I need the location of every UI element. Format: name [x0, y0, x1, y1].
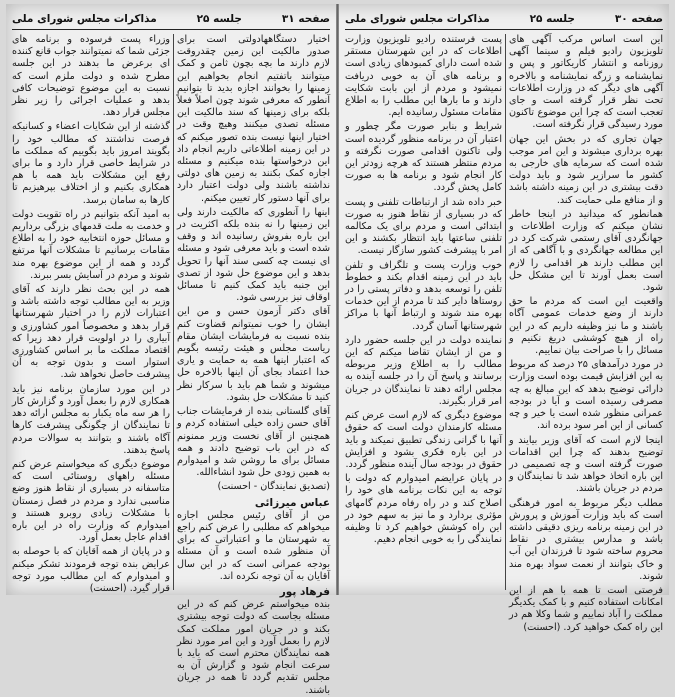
left-header-rule — [12, 29, 330, 30]
text-paragraph: و در پایان از همه آقایان که با حوصله به عرایض بنده توجه فرمودند تشکر میکنم و امیدوارم که این مطالب مورد توجه قرار گیرد. (احسنت) — [12, 546, 170, 594]
text-paragraph: همه در این بحث نظر دارند که آقای وزیر به این مطالب توجه داشته باشد و اعتبارات لازم را در اختیار شهرستانها قرار بدهد و مخصوصاً امور کشاورزی و آبیاری را در اولویت قرار دهد زیرا که اقتصاد مملکت ما بر اساس کشاورزی استوار است و بدون توجه به آن پیشرفت حاصل نخواهد شد. — [12, 284, 170, 381]
left-page-column-right — [177, 34, 330, 696]
text-paragraph: در پایان عرایضم امیدوارم که دولت با توجه به این نکات برنامه های خود را اصلاح کند و در راه رفاه مردم گامهای مؤثری بردارد و ما نیز به سهم خود در این راه کوشش خواهیم کرد تا وظیفه نمایندگی را به خوبی انجام دهیم. — [345, 473, 502, 546]
text-paragraph: مطلب دیگر مربوط به امور فرهنگی است که باید وزارت آموزش و پرورش در این زمینه برنامه ریزی دقیقی داشته باشد و مدارس بیشتری در نقاط محروم ساخته شود تا فرزندان این آب و خاک بتوانند از نعمت سواد بهره مند شوند. — [509, 497, 663, 582]
text-paragraph: واقعیت این است که مردم ما حق دارند از وضع خدمات عمومی آگاه باشند و ما نیز وظیفه داریم که در این راه از هیچ کوششی دریغ نکنیم و مسائل را با صراحت بیان نماییم. — [509, 296, 663, 357]
text-paragraph: نماینده دولت در این جلسه حضور دارد و من از ایشان تقاضا میکنم که این مطالب را به اطلاع وزیر مربوطه برسانند و پاسخ آن را در جلسه آینده به مجلس ارائه دهند تا نمایندگان در جریان امر قرار بگیرند. — [345, 334, 502, 407]
left-page-number: صفحه ۳۱ — [281, 13, 330, 25]
text-paragraph: جهان تجاری که در بخش این جهان بهره بردارى میشوند و این امر موجب شده است که سرمایه های خارجی به کشور ما سرازیر شود و باید دولت دقت بیشتری در این زمینه داشته باشد و از منافع ملی حمایت کند. — [509, 133, 663, 206]
text-paragraph: وزراء پست فرسوده و برنامه های جزئی شما که نمیتوانند جواب قانع کننده ای برعرض ما بدهند در این جلسه مطرح شده و دولت ملزم است که نسبت به این موضوع توضیحات کافی بدهد و عملیات اجرائی را زیر نظر مجلس قرار دهد. — [12, 34, 170, 119]
text-paragraph: اینجا لازم است که آقای وزیر بیایند و توضیح بدهند که چرا این اقدامات صورت گرفته است و چه تصمیمی در این باره اتخاذ خواهد شد تا نمایندگان و مردم در جریان باشند. — [509, 434, 663, 495]
text-paragraph: پست فرستنده رادیو تلویزیون وزارت اطلاعات که در این شهرستان مستقر شده است دارای کمبودهای زیادی است و برنامه های آن به خوبی دریافت نمیشود و مردم از این بابت شکایت دارند و ما بارها این مطلب را به اطلاع مقامات مسئول رسانیده ایم. — [345, 34, 502, 119]
left-page-title: مذاکرات مجلس شورای ملی — [12, 13, 157, 25]
text-paragraph: فرصتی است تا همه با هم از این امکانات استفاده کنیم و با کمک یکدیگر مملکت را آباد نماییم و شما وکلا هم در این راه کمک خواهید کرد. (احسنت) — [509, 584, 663, 633]
right-page — [339, 4, 669, 633]
text-paragraph: آقای دکتر آزمون حسن و من این ایشان را خوب نمیتوانم قضاوت کنم بنده نسبت به فرمایشات ایشان مقام ریاست مجلس و هیئت رئیسه بگویم که اعتبار اینها همه به حمایت و یاری خدا اعتماد بجای آن اینها بالاخره حل میشوند و شما هم باید با سرکار نظر کنید تا مشکلات حل بشود. — [177, 306, 330, 403]
right-page-title: مذاکرات مجلس شورای ملی — [345, 13, 490, 25]
right-page-session: جلسه ۲۵ — [529, 13, 575, 25]
text-paragraph: اختیار دستگاههادولتی است برای صدور مالکیت این زمین چقدروقت لازم دارند ما بچه بچون ثامن و کمک میتوانند باتفتیم انجام بخواهیم این زمینها را بخوانند اجازه بدید تا بتوانیم آنطور که معرفی شوند چون اصلاً فعلاً بلکه برای زمینها که سند مالکیت این مسئله تصدی میکنند وهیچ وقت در اختیار اینها نیست بنده تصور میکنم که در این زمینه اطلاعاتی داریم انجام داد این درخواستها بنده میکنیم و مسئله اجازه کمک بکنند به زمین های دولتی نداشته باشند ولی دولت اعتبار دارد برای آنها دستور کار تعیین میکنم. — [177, 34, 330, 204]
right-page-column-right — [509, 34, 663, 633]
text-paragraph: (تصدیق نمایندگان - احسنت) — [217, 481, 330, 493]
text-paragraph: به امید آنکه بتوانیم در راه تقویت دولت و خدمت به ملت قدمهای بزرگی برداریم و مسائل حوزه انتخابیه خود را به اطلاع مقامات برسانیم تا مشکلات آنها مرتفع گردد و همه از این موضوع بهره مند شوند و مردم در آسایش بسر ببرند. — [12, 208, 170, 281]
text-paragraph: موضوع دیگری که لازم است عرض کنم مسئله کارمندان دولت است که حقوق آنها با گرانی زندگی تطبیق نمیکند و باید در این باره فکری بشود و افزایش حقوق در بودجه سال آینده منظور گردد. — [345, 410, 502, 470]
right-column-divider — [505, 34, 506, 590]
text-paragraph: گذشته از این شکایات اعضاء و کسانیکه فرصت نداشتند که مطالب خود را بگویند امروز باید بگوییم که مملکت ما در شرایط خاصی قرار دارد و ما برای رفع این مشکلات باید همه با هم همکاری بکنیم و از اختلاف بپرهیزیم تا کارها به سامان برسد. — [12, 121, 170, 206]
right-page-column-left — [345, 34, 502, 590]
text-paragraph: خبر داده شد از ارتباطات تلفنی و پست که در بسیاری از نقاط هنوز به صورت ابتدائی است و مردم برای یک مکالمه تلفنی ساعتها باید انتظار بکشند و این امر با پیشرفت کشور سازگار نیست. — [345, 196, 502, 257]
text-paragraph: خوب وزارت پست و تلگراف و تلفن باید در این زمینه اقدام بکند و خطوط تلفن را توسعه بدهد و دفاتر پستی را در روستاها دایر کند تا مردم از این خدمات بهره مند شوند و ارتباط آنها با مراکز شهرستانها آسان گردد. — [345, 259, 502, 332]
right-header-rule — [345, 29, 663, 30]
speaker-heading: عباس میرزائی — [254, 496, 330, 509]
text-paragraph: در این مورد سازمان برنامه نیز باید همکاری لازم را بعمل آورد و گزارش کار را هر سه ماه یکبار به مجلس ارائه دهد تا نمایندگان از چگونگی پیشرفت کارها آگاه باشند و بتوانند به سوالات مردم پاسخ بدهند. — [12, 383, 170, 456]
left-page-header — [12, 10, 330, 28]
speaker-heading: فرهاد پور — [279, 585, 330, 598]
right-page-number: صفحه ۳۰ — [614, 13, 663, 25]
text-paragraph: آقای گلستانی بنده از فرمایشات جناب آقای حسن زاده خیلی استفاده کردم و همچنین از آقای نخست وزیر ممنونم که در این باب توضیح دادند و همه مسائل برای ما روشن شد و امیدوارم به همین زودی حل شود انشاءالله. — [177, 406, 330, 479]
right-page-header — [345, 10, 663, 28]
text-paragraph: بنده میخواستم عرض کنم که در این مسئله بجاست که دولت توجه بیشتری بکند و در جریان امور مملکت کمک لازم را بعمل آورد و این امر مورد نظر همه نمایندگان محترم است که باید با سرعت انجام شود و گزارش آن به مجلس تقدیم گردد تا همه در جریان باشند. — [177, 599, 330, 696]
text-paragraph: موضوع دیگری که میخواستم عرض کنم مسئله راههای روستائی است که متاسفانه در بسیاری از نقاط هنوز وضع مناسبی ندارد و مردم در فصل زمستان با مشکلات زیادی روبرو هستند و امیدوارم که وزارت راه در این باره اقدام عاجل بعمل آورد. — [12, 458, 170, 544]
text-paragraph: شرایط و بنابر صورت مگر چطور و اعتبار آن در برنامه منظور گردیده است ولی تاکنون اقدامی صورت نگرفته و مردم منتظر هستند که هرچه زودتر این کار انجام شود و برنامه ها به صورت کامل پخش گردد. — [345, 121, 502, 194]
text-paragraph: اینها را آنطوری که مالکیت دارند ولی این زمینها را نه بنده بلکه اکثریت در این باره بفروش رسانیده اند و وقف شده است و باید معرفی شود و مسئله ای نیست چه کسی سند آنها را تحویل بدهد و این موضوع حل شود از تصدی این جنبه باید کمک کنیم تا مسائل اوقاف نیز بررسی شود. — [177, 206, 330, 304]
left-page-column-left — [12, 34, 170, 594]
newspaper-spread — [6, 4, 669, 696]
text-paragraph: همانطور که میدانید در اینجا خاطر نشان میکنم که وزارت اطلاعات و جهانگردی آقای رستمی شرکت کرد در این مطالعه جهانگردی و با آگاهی که از این مطلب دارند هر اقدامی را لازم است بعمل آورند تا این مشکل حل شود. — [509, 208, 663, 294]
text-paragraph: من از آقای رئیس مجلس اجازه میخواهم که مطلبی را عرض کنم راجع به شهرستان ما و اعتباراتی که برای آن منظور شده است و آن مسئله بودجه عمرانی است که در این سال آقایان به آن توجه نکرده اند. — [177, 509, 330, 582]
left-page-session: جلسه ۲۵ — [196, 13, 242, 25]
left-column-divider — [173, 34, 174, 590]
left-page — [6, 4, 336, 696]
text-paragraph: در مورد درآمدهای ۲۵ درصد که مربوط به این افزایش قیمت بوده است وزارت دارائی توضیح بدهد که این مبالغ به چه مصرفی رسیده است و آیا در بودجه عمرانی منظور شده است یا خیر و چه کسانی از این امر سود برده اند. — [509, 359, 663, 432]
text-paragraph: این است اساس مرکب آگهی های تلویزیون رادیو فیلم و سینما آگهی روزنامه و انتشار کاریکاتور و پس و نمایشنامه و زرگه نمایشنامه و بالاخره آگهی های دیگر که در وزارت اطلاعات تحت نظر قرار گرفته است و جای تعجب است که چرا این موضوع تاکنون مورد رسیدگی قرار نگرفته است. — [509, 34, 663, 131]
